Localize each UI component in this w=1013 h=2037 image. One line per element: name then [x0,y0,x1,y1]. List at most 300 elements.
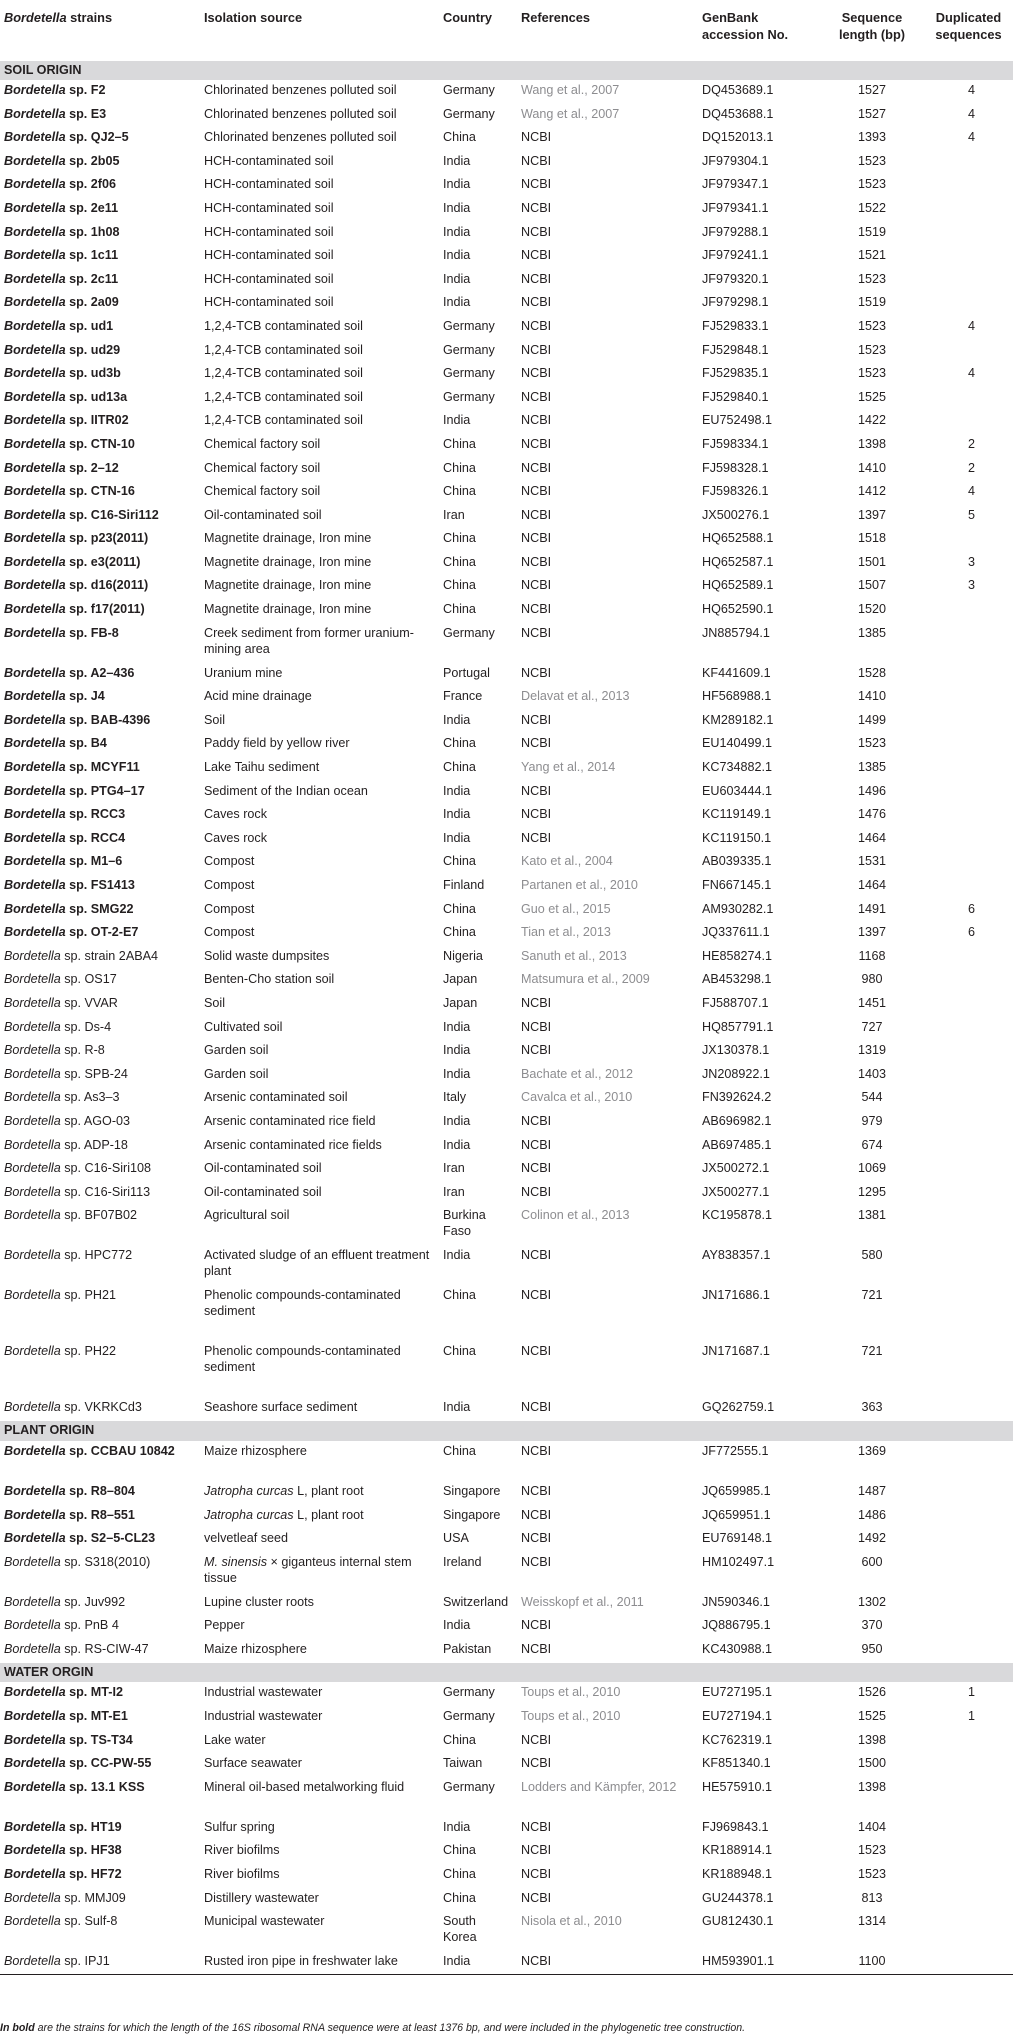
genbank-accession: JQ659985.1 [702,1483,771,1498]
sequence-length: 1168 [858,948,886,963]
sequence-length: 1523 [857,342,887,357]
country: Germany [443,389,495,404]
sequence-length: 1531 [857,854,887,869]
strain-species: sp. OS17 [60,972,117,987]
table-row [0,363,1013,387]
country: South Korea [443,1914,477,1945]
isolation-source: Activated sludge of an effluent treatment plant [204,1248,430,1279]
reference: NCBI [521,578,552,593]
table-row [0,410,1013,434]
reference: NCBI [521,783,552,798]
reference: NCBI [521,1184,552,1199]
country: India [443,1248,471,1263]
sequence-length: 1385 [857,760,887,775]
strain-genus: Bordetella [4,1400,61,1415]
country: Ireland [443,1554,482,1569]
strain-genus: Bordetella [4,271,66,286]
reference: NCBI [521,1756,552,1771]
duplicated-sequences [924,1592,1013,1616]
strain-species: sp. strain 2ABA4 [60,948,159,963]
sequence-length: 1451 [857,995,887,1010]
strain-name [0,80,200,104]
duplicated-sequences [924,1753,1013,1777]
strain-species: sp. ud29 [65,342,121,357]
strain-species: sp. SMG22 [65,901,134,916]
genbank-accession: AB039335.1 [702,854,772,869]
country: Finland [443,878,485,892]
country: China [443,602,476,617]
strain-name [0,481,200,505]
strain-genus: Bordetella [4,318,66,333]
strain-species: sp. C16-Siri112 [65,507,159,522]
table-row [0,828,1013,852]
isolation-source: 1,2,4-TCB contaminated soil [204,366,363,381]
strain-name [0,1505,200,1529]
isolation-source-rest: L, plant root [293,1483,364,1498]
strain-genus: Bordetella [4,830,66,845]
genbank-accession: DQ453688.1 [702,106,774,121]
country: Germany [443,342,495,357]
isolation-source: Phenolic compounds-contaminated sediment [204,1288,401,1319]
strain-name [0,410,200,434]
table-row [0,1706,1013,1730]
country: China [443,760,476,775]
table-row [0,1951,1013,1975]
genbank-accession: KC734882.1 [702,760,773,775]
duplicated-sequences [924,387,1013,411]
isolation-source: Magnetite drainage, Iron mine [204,531,372,546]
isolation-source: Uranium mine [204,665,283,680]
strain-species: sp. 2f06 [65,177,116,192]
strain-genus: Bordetella [4,1483,66,1498]
duplicated-sequences [924,269,1013,293]
strain-genus: Bordetella [4,1594,61,1609]
duplicated-sequences [924,410,1013,434]
country: Germany [443,83,495,97]
duplicated-sequences [924,1864,1013,1888]
strain-name [0,663,200,687]
isolation-source [200,1505,439,1529]
strain-genus: Bordetella [4,1113,61,1128]
isolation-source: Arsenic contaminated rice field [204,1113,376,1128]
table-row [0,552,1013,576]
table-row [0,1397,1013,1421]
table-row [0,1682,1013,1706]
table-row [0,1245,1013,1285]
genbank-accession: FN392624.2 [702,1090,772,1105]
isolation-source: Mineral oil-based metalworking fluid [204,1779,405,1794]
isolation-source: HCH-contaminated soil [204,224,334,239]
strain-name [0,828,200,852]
sequence-length: 580 [861,1248,883,1263]
strain-name [0,127,200,151]
strain-genus: Bordetella [4,878,66,892]
strain-genus: Bordetella [4,1288,61,1303]
strain-name [0,151,200,175]
table-row [0,1730,1013,1754]
reference: NCBI [521,1043,552,1058]
country: China [443,901,476,916]
strain-name [0,1615,200,1639]
isolation-source: HCH-contaminated soil [204,295,334,310]
duplicated-sequences [924,198,1013,222]
strain-genus: Bordetella [4,1756,66,1771]
strain-name [0,757,200,781]
country: India [443,1954,471,1969]
strain-genus: Bordetella [4,578,66,593]
strain-name [0,1182,200,1206]
strain-genus: Bordetella [4,689,66,704]
strain-species: sp. PH21 [60,1288,117,1303]
duplicated-sequences: 4 [967,366,975,381]
header-country: Country [443,10,493,25]
sequence-length: 813 [861,1890,883,1905]
strain-name [0,1135,200,1159]
genbank-accession: AB696982.1 [702,1113,772,1128]
strain-species: sp. VVAR [60,995,118,1010]
country: China [443,460,476,475]
genbank-accession: JX500276.1 [702,507,770,522]
strain-species: sp. J4 [65,689,105,704]
duplicated-sequences [924,599,1013,623]
genbank-accession: KC195878.1 [702,1208,773,1223]
table-row [0,316,1013,340]
duplicated-sequences [924,1397,1013,1421]
genbank-accession: JF772555.1 [702,1443,769,1458]
duplicated-sequences [924,1615,1013,1639]
isolation-source-italic: M. sinensis [204,1554,267,1569]
isolation-source: HCH-contaminated soil [204,153,334,168]
genbank-accession: JN171686.1 [702,1288,770,1303]
reference: Cavalca et al., 2010 [521,1090,633,1105]
section-header [0,60,1013,80]
country: China [443,1890,476,1905]
isolation-source: Seashore surface sediment [204,1400,358,1415]
genbank-accession: EU727194.1 [702,1709,773,1724]
duplicated-sequences [924,1730,1013,1754]
strain-genus: Bordetella [4,760,66,775]
isolation-source: velvetleaf seed [204,1531,289,1546]
duplicated-sequences: 4 [967,130,975,145]
strain-name [0,1592,200,1616]
table-row [0,686,1013,710]
reference: NCBI [521,153,552,168]
strain-name [0,804,200,828]
sequence-length: 1491 [857,901,887,916]
duplicated-sequences [924,686,1013,710]
reference: NCBI [521,1400,552,1415]
strain-species: sp. RCC4 [65,830,126,845]
strain-genus: Bordetella [4,1709,66,1724]
section-header [0,1421,1013,1441]
strain-species: sp. R8–804 [65,1483,135,1498]
strain-species: sp. 13.1 KSS [65,1779,145,1794]
reference: NCBI [521,1483,552,1498]
duplicated-sequences [924,969,1013,993]
reference: NCBI [521,460,552,475]
genbank-accession: JN208922.1 [702,1066,770,1081]
sequence-length: 674 [861,1137,883,1152]
country: Burkina Faso [443,1208,486,1239]
country: Italy [443,1090,467,1105]
genbank-accession: FN667145.1 [702,878,772,892]
isolation-source: HCH-contaminated soil [204,248,334,263]
country: China [443,1843,476,1858]
sequence-length: 1507 [857,578,887,593]
sequence-length: 1527 [857,83,887,97]
section-header [0,1662,1013,1682]
strain-species: sp. ADP-18 [60,1137,128,1152]
strain-name [0,292,200,316]
isolation-source: Compost [204,901,255,916]
section-title: WATER ORGIN [0,1662,1013,1682]
strain-name [0,552,200,576]
sequence-length: 1398 [857,1779,887,1794]
sequence-length: 727 [861,1019,883,1034]
genbank-accession: EU769148.1 [702,1531,773,1546]
country: China [443,854,476,869]
duplicated-sequences: 2 [967,436,975,451]
table-row [0,781,1013,805]
sequence-length: 980 [861,972,883,987]
country: India [443,1043,471,1058]
sequence-length: 1527 [857,106,887,121]
reference: NCBI [521,200,552,215]
table-row [0,575,1013,599]
strain-name [0,1639,200,1663]
country: Germany [443,1779,495,1794]
duplicated-sequences: 5 [967,507,975,522]
sequence-length: 979 [861,1113,883,1128]
sequence-length: 1412 [857,484,887,499]
strain-genus: Bordetella [4,224,66,239]
strain-name [0,1017,200,1041]
genbank-accession: FJ588707.1 [702,995,769,1010]
table-row [0,1182,1013,1206]
country: India [443,1819,471,1834]
sequence-length: 1525 [857,1709,887,1724]
reference: NCBI [521,507,552,522]
sequence-length: 1295 [857,1184,887,1199]
strain-species: sp. Sulf-8 [60,1914,118,1929]
genbank-accession: HF568988.1 [702,689,772,704]
strain-genus: Bordetella [4,389,66,404]
isolation-source: Paddy field by yellow river [204,736,350,751]
duplicated-sequences [924,1017,1013,1041]
duplicated-sequences [924,222,1013,246]
sequence-length: 1069 [857,1161,887,1176]
table-row [0,1864,1013,1888]
table-row [0,434,1013,458]
strain-species: sp. e3(2011) [65,554,141,569]
sequence-length: 1369 [857,1443,887,1458]
duplicated-sequences: 3 [967,578,975,593]
table-row [0,340,1013,364]
reference: NCBI [521,248,552,263]
table-row [0,899,1013,923]
genbank-accession: AM930282.1 [702,901,774,916]
strain-name [0,1397,200,1421]
isolation-source: 1,2,4-TCB contaminated soil [204,318,363,333]
isolation-source: Chlorinated benzenes polluted soil [204,106,397,121]
country: China [443,925,476,940]
strain-genus: Bordetella [4,554,66,569]
reference: NCBI [521,1867,552,1882]
sequence-length: 363 [861,1400,883,1415]
strain-name [0,1552,200,1592]
sequence-length: 1500 [857,1756,887,1771]
strain-genus: Bordetella [4,436,66,451]
strain-name [0,1951,200,1975]
strain-genus: Bordetella [4,484,66,499]
genbank-accession: FJ969843.1 [702,1819,769,1834]
strain-name [0,710,200,734]
table-row [0,269,1013,293]
genbank-accession: JF979304.1 [702,153,769,168]
genbank-accession: EU140499.1 [702,736,773,751]
strain-genus: Bordetella [4,1890,61,1905]
strain-genus: Bordetella [4,83,66,97]
genbank-accession: JQ659951.1 [702,1507,771,1522]
strain-genus: Bordetella [4,854,66,869]
sequence-length: 1523 [857,1843,887,1858]
strain-species: sp. f17(2011) [65,602,145,617]
table-row [0,80,1013,104]
sequence-length: 1499 [857,712,887,727]
duplicated-sequences [924,710,1013,734]
genbank-accession: EU752498.1 [702,413,773,428]
sequence-length: 721 [861,1344,883,1359]
table-row [0,969,1013,993]
reference: Nisola et al., 2010 [521,1914,622,1929]
table-row [0,104,1013,128]
sequence-length: 1398 [857,1732,887,1747]
table-row [0,757,1013,781]
genbank-accession: EU727195.1 [702,1685,773,1700]
genbank-accession: JQ886795.1 [702,1618,771,1633]
table-row [0,1111,1013,1135]
table-row [0,245,1013,269]
reference: NCBI [521,554,552,569]
country: India [443,1113,471,1128]
strain-name [0,363,200,387]
country: Germany [443,1685,495,1700]
country: India [443,1066,471,1081]
duplicated-sequences [924,733,1013,757]
country: India [443,712,471,727]
genbank-accession: FJ529848.1 [702,342,769,357]
strain-species: sp. B4 [65,736,107,751]
strain-genus: Bordetella [4,1843,66,1858]
strain-genus: Bordetella [4,1779,66,1794]
reference: NCBI [521,413,552,428]
reference: Lodders and Kämpfer, 2012 [521,1779,677,1794]
sequence-length: 1486 [857,1507,887,1522]
strain-species: sp. Ds-4 [60,1019,112,1034]
strain-genus: Bordetella [4,1137,61,1152]
strain-species: sp. HF38 [65,1843,122,1858]
genbank-accession: FJ529840.1 [702,389,769,404]
strain-species: sp. E3 [65,106,107,121]
sequence-length: 600 [861,1554,883,1569]
strain-genus: Bordetella [4,1184,61,1199]
sequence-length: 1496 [857,783,887,798]
sequence-length: 1381 [857,1208,887,1223]
strain-genus: Bordetella [4,995,61,1010]
strain-species: sp. CTN-16 [65,484,135,499]
isolation-source: Oil-contaminated soil [204,1161,322,1176]
reference: NCBI [521,366,552,381]
strain-species: sp. M1–6 [65,854,123,869]
duplicated-sequences [924,851,1013,875]
reference: NCBI [521,318,552,333]
country: India [443,783,471,798]
reference: NCBI [521,736,552,751]
strain-genus: Bordetella [4,1685,66,1700]
strain-name [0,1911,200,1951]
duplicated-sequences [924,1840,1013,1864]
reference: Matsumura et al., 2009 [521,972,650,987]
strain-species: sp. RCC3 [65,807,126,822]
country: China [443,1867,476,1882]
table-row [0,528,1013,552]
country: Singapore [443,1507,501,1522]
strain-species: sp. 2b05 [65,153,120,168]
genbank-accession: JF979241.1 [702,248,769,263]
duplicated-sequences [924,1911,1013,1951]
strain-name [0,1682,200,1706]
strain-name [0,387,200,411]
genbank-accession: DQ152013.1 [702,130,774,145]
duplicated-sequences [924,1888,1013,1912]
genbank-accession: KC119150.1 [702,830,772,845]
country: India [443,807,471,822]
country: China [443,130,476,145]
table-row [0,1817,1013,1841]
strain-species: sp. MT-E1 [65,1709,128,1724]
strain-genus: Bordetella [4,1732,66,1747]
duplicated-sequences [924,292,1013,316]
duplicated-sequences: 4 [967,484,975,499]
reference: Sanuth et al., 2013 [521,948,627,963]
strain-species: sp. C16-Siri113 [60,1184,151,1199]
sequence-length: 1397 [857,507,887,522]
genbank-accession: JX500277.1 [702,1184,770,1199]
strain-species: sp. S318(2010) [60,1554,151,1569]
reference: Colinon et al., 2013 [521,1208,630,1223]
country: India [443,1618,471,1633]
country: India [443,248,471,263]
reference: NCBI [521,1019,552,1034]
sequence-length: 721 [861,1288,883,1303]
sequence-length: 1319 [857,1043,887,1058]
reference: Toups et al., 2010 [521,1709,621,1724]
table-row [0,733,1013,757]
table-row [0,1615,1013,1639]
reference: NCBI [521,177,552,192]
strain-name [0,222,200,246]
genbank-accession: KR188948.1 [702,1867,773,1882]
table-row [0,851,1013,875]
isolation-source: Chlorinated benzenes polluted soil [204,83,397,97]
strain-name [0,1341,200,1397]
country: China [443,1443,476,1458]
strain-genus: Bordetella [4,200,66,215]
duplicated-sequences [924,1481,1013,1505]
duplicated-sequences [924,663,1013,687]
strain-species: sp. MMJ09 [60,1890,126,1905]
strain-genus: Bordetella [4,130,66,145]
